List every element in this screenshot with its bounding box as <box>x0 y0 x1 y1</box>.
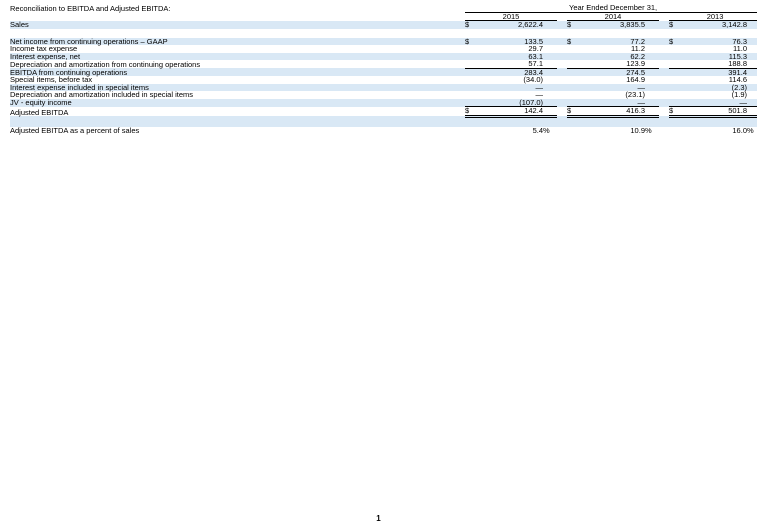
row-unit <box>645 68 659 76</box>
table-body <box>10 21 757 135</box>
gap-cell <box>659 53 669 61</box>
currency-symbol: $ <box>567 107 583 117</box>
row-label: Interest expense, net <box>10 51 81 61</box>
row-label: Adjusted EBITDA as a percent of sales <box>10 125 140 135</box>
currency-symbol <box>669 68 685 76</box>
row-value: 283.4 <box>524 67 543 77</box>
row-value: 2,622.4 <box>517 20 543 29</box>
row-value: 29.7 <box>528 44 543 53</box>
gap-cell <box>659 91 669 99</box>
row-unit <box>543 99 557 107</box>
row-value: — <box>637 82 645 92</box>
row-unit <box>747 53 757 61</box>
row-value: — <box>535 82 543 92</box>
row-value: (1.9) <box>731 90 747 99</box>
gap-cell <box>557 68 567 76</box>
gap-cell <box>557 76 567 84</box>
currency-symbol: $ <box>465 107 481 117</box>
gap-cell <box>659 45 669 53</box>
period-header: Year Ended December 31, <box>465 4 757 12</box>
row-value: 3,835.5 <box>619 20 645 29</box>
row-value: 16.0 <box>732 125 747 135</box>
currency-symbol <box>669 127 685 135</box>
currency-symbol: $ <box>465 20 470 29</box>
currency-symbol <box>669 53 685 61</box>
row-unit <box>543 68 557 76</box>
currency-symbol: $ <box>669 20 674 29</box>
currency-symbol <box>465 84 481 92</box>
currency-symbol <box>465 76 481 84</box>
currency-symbol <box>465 45 481 53</box>
row-unit <box>747 76 757 84</box>
row-value: 123.9 <box>583 60 645 68</box>
gap-2 <box>659 12 669 21</box>
row-value: 5.4 <box>532 125 543 135</box>
row-unit <box>543 107 557 117</box>
row-label: JV - equity income <box>10 98 72 107</box>
row-value: (107.0) <box>481 99 543 107</box>
gap-cell <box>659 84 669 92</box>
gap-cell <box>557 99 567 107</box>
currency-symbol <box>669 91 685 99</box>
spacer-cell <box>465 29 757 38</box>
currency-symbol <box>669 45 685 53</box>
row-label: Interest expense included in special items <box>10 82 149 92</box>
row-unit <box>747 84 757 92</box>
table-row <box>10 107 757 117</box>
currency-symbol <box>567 84 583 92</box>
currency-symbol <box>567 127 583 135</box>
gap-cell <box>659 38 669 46</box>
table-title: Reconciliation to EBITDA and Adjusted EBITDA: <box>10 3 171 13</box>
row-unit <box>543 91 557 99</box>
row-unit <box>645 99 659 107</box>
gap-cell <box>557 91 567 99</box>
row-value: 133.5 <box>524 36 543 46</box>
row-label: Depreciation and amortization included in special items <box>10 90 194 99</box>
row-value: 77.2 <box>630 36 645 46</box>
row-value: 57.1 <box>481 60 543 68</box>
row-value: 501.8 <box>685 107 747 117</box>
row-value: 274.5 <box>626 67 645 77</box>
row-unit <box>645 107 659 117</box>
row-unit <box>543 60 557 68</box>
header-period-row <box>10 4 757 12</box>
percent-symbol: % <box>645 125 652 135</box>
table-row <box>10 60 757 68</box>
document-page <box>0 4 757 532</box>
row-unit <box>543 45 557 53</box>
row-value: — <box>685 99 747 107</box>
currency-symbol <box>669 76 685 84</box>
currency-symbol <box>567 76 583 84</box>
gap-cell <box>557 53 567 61</box>
currency-symbol: $ <box>669 107 685 117</box>
gap-cell <box>557 84 567 92</box>
year-2013-header: 2013 <box>669 12 757 21</box>
row-unit <box>543 21 557 29</box>
gap-cell <box>557 60 567 68</box>
row-unit <box>645 60 659 68</box>
row-unit <box>645 21 659 29</box>
row-value: (23.1) <box>625 90 645 99</box>
header-spacer <box>10 12 465 21</box>
currency-symbol <box>465 127 481 135</box>
currency-symbol: $ <box>567 36 572 46</box>
row-unit <box>747 38 757 46</box>
gap-cell <box>659 68 669 76</box>
currency-symbol <box>465 91 481 99</box>
row-unit <box>645 45 659 53</box>
row-value: 416.3 <box>583 107 645 117</box>
row-unit <box>645 91 659 99</box>
row-value: 10.9 <box>630 125 645 135</box>
gap-cell <box>659 60 669 68</box>
row-value: 391.4 <box>728 67 747 77</box>
row-value: — <box>583 99 645 107</box>
row-value: — <box>535 90 543 99</box>
gap-cell <box>659 127 669 135</box>
row-unit <box>645 84 659 92</box>
currency-symbol <box>465 68 481 76</box>
table-header <box>10 4 757 21</box>
gap-cell <box>557 45 567 53</box>
spacer-cell <box>10 116 465 127</box>
ebitda-reconciliation-table <box>10 4 757 134</box>
currency-symbol <box>669 84 685 92</box>
gap-1 <box>557 12 567 21</box>
row-value: 164.9 <box>626 75 645 84</box>
row-label: Adjusted EBITDA <box>10 107 69 117</box>
row-label: Income tax expense <box>10 44 78 53</box>
year-2014-header: 2014 <box>567 12 659 21</box>
year-2015-header: 2015 <box>465 12 557 21</box>
row-unit <box>645 76 659 84</box>
gap-cell <box>659 107 669 117</box>
row-value: 63.1 <box>528 51 543 61</box>
row-unit <box>747 45 757 53</box>
row-unit <box>543 53 557 61</box>
currency-symbol: $ <box>567 20 572 29</box>
currency-symbol <box>465 60 481 68</box>
currency-symbol: $ <box>465 36 470 46</box>
row-label: Net income from continuing operations – GAAP <box>10 36 168 46</box>
row-value: 76.3 <box>732 36 747 46</box>
currency-symbol <box>669 60 685 68</box>
gap-cell <box>659 21 669 29</box>
percent-symbol: % <box>747 125 754 135</box>
table-spacer-row <box>10 116 757 127</box>
currency-symbol <box>567 91 583 99</box>
row-unit <box>747 68 757 76</box>
row-value: 3,142.8 <box>721 20 747 29</box>
spacer-cell <box>465 116 757 127</box>
currency-symbol <box>567 60 583 68</box>
gap-cell <box>557 127 567 135</box>
row-value: 188.8 <box>685 60 747 68</box>
row-label: Sales <box>10 20 29 29</box>
row-unit <box>543 38 557 46</box>
row-value: 114.6 <box>728 75 747 84</box>
row-label: Depreciation and amortization from continuing operations <box>10 59 201 69</box>
row-value: 11.0 <box>732 44 747 53</box>
row-label: EBITDA from continuing operations <box>10 67 128 77</box>
row-unit <box>747 107 757 117</box>
row-unit <box>543 84 557 92</box>
gap-cell <box>659 99 669 107</box>
page-number: 1 <box>376 514 381 523</box>
currency-symbol <box>567 45 583 53</box>
row-unit <box>543 76 557 84</box>
table-row <box>10 127 757 135</box>
gap-cell <box>557 38 567 46</box>
currency-symbol <box>567 53 583 61</box>
currency-symbol <box>567 68 583 76</box>
row-unit <box>747 99 757 107</box>
currency-symbol: $ <box>669 36 674 46</box>
row-value: 115.3 <box>728 51 747 61</box>
gap-cell <box>557 107 567 117</box>
row-unit <box>747 60 757 68</box>
row-value: 11.2 <box>630 44 645 53</box>
row-value: (2.3) <box>731 82 747 92</box>
gap-cell <box>557 21 567 29</box>
percent-symbol: % <box>543 125 550 135</box>
row-unit <box>645 53 659 61</box>
row-value: 62.2 <box>630 51 645 61</box>
row-unit <box>645 38 659 46</box>
row-value: (34.0) <box>523 75 543 84</box>
row-label: Special items, before tax <box>10 75 93 84</box>
table-row <box>10 21 757 29</box>
row-unit <box>747 21 757 29</box>
row-unit <box>747 91 757 99</box>
row-value: 142.4 <box>481 107 543 117</box>
currency-symbol <box>465 53 481 61</box>
gap-cell <box>659 76 669 84</box>
